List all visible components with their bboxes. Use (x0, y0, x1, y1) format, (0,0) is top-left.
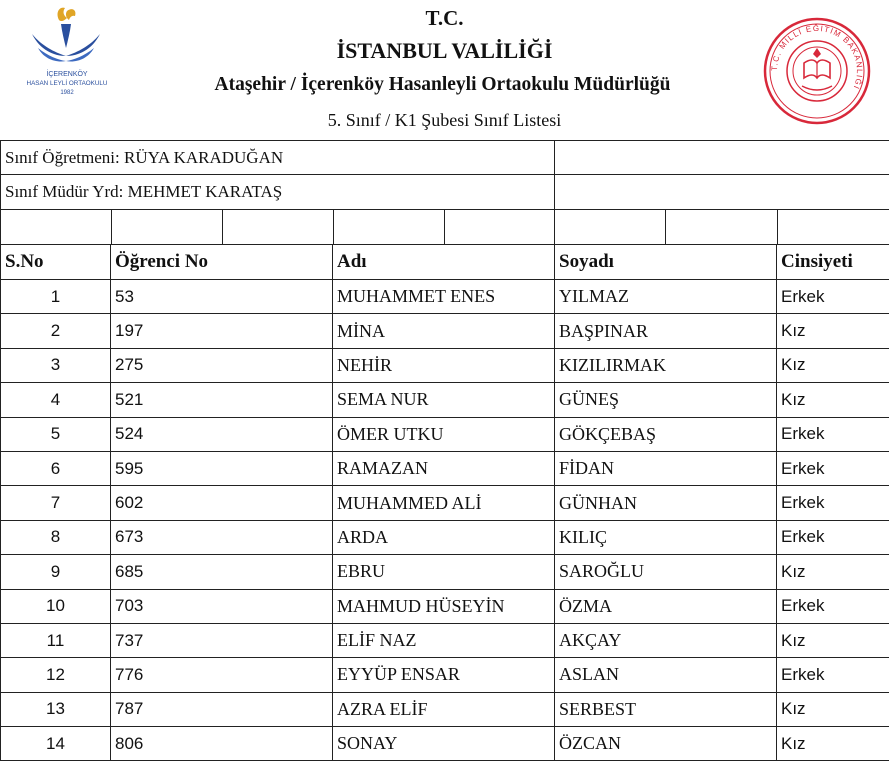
student-rows (1, 280, 889, 761)
logo-text-line3: 1982 (60, 90, 74, 96)
cell-name: ÖMER UTKU (333, 417, 555, 451)
cell-sno: 4 (1, 383, 111, 417)
cell-sno: 10 (1, 589, 111, 623)
cell-name: MAHMUD HÜSEYİN (333, 589, 555, 623)
cell-student-no: 776 (111, 658, 333, 692)
cell-name: ARDA (333, 520, 555, 554)
cell-gender: Kız (777, 692, 889, 726)
header-line-valilik: İSTANBUL VALİLİĞİ (336, 38, 553, 63)
cell-student-no: 685 (111, 555, 333, 589)
cell-gender: Kız (777, 727, 889, 761)
cell-gender: Erkek (777, 520, 889, 554)
cell-surname: SERBEST (555, 692, 777, 726)
cell-gender: Kız (777, 623, 889, 657)
cell-surname: GÜNEŞ (555, 383, 777, 417)
table-row (1, 486, 889, 520)
table-row (1, 383, 889, 417)
cell-sno: 1 (1, 280, 111, 314)
cell-student-no: 673 (111, 520, 333, 554)
table-row (1, 623, 889, 657)
table-row (1, 451, 889, 485)
cell-gender: Erkek (777, 280, 889, 314)
table-row (1, 589, 889, 623)
table-row (1, 692, 889, 726)
cell-surname: FİDAN (555, 451, 777, 485)
cell-student-no: 806 (111, 727, 333, 761)
col-header-student-no: Öğrenci No (111, 245, 333, 280)
cell-gender: Kız (777, 314, 889, 348)
cell-gender: Erkek (777, 451, 889, 485)
cell-surname: GÖKÇEBAŞ (555, 417, 777, 451)
col-header-surname: Soyadı (555, 245, 777, 280)
cell-sno: 5 (1, 417, 111, 451)
empty-cell (1, 210, 112, 245)
empty-cell (112, 210, 223, 245)
vice-principal-cell: Sınıf Müdür Yrd: MEHMET KARATAŞ (1, 175, 555, 210)
cell-name: ELİF NAZ (333, 623, 555, 657)
cell-name: SEMA NUR (333, 383, 555, 417)
cell-name: MUHAMMET ENES (333, 280, 555, 314)
cell-student-no: 787 (111, 692, 333, 726)
cell-sno: 14 (1, 727, 111, 761)
student-table (0, 244, 889, 761)
table-row (1, 314, 889, 348)
table-row (1, 417, 889, 451)
cell-surname: ÖZCAN (555, 727, 777, 761)
table-row (1, 520, 889, 554)
empty-cell (223, 210, 334, 245)
document-header (0, 0, 889, 140)
cell-gender: Kız (777, 555, 889, 589)
info-table (0, 140, 889, 245)
cell-name: MİNA (333, 314, 555, 348)
empty-cell (555, 141, 889, 175)
cell-surname: BAŞPINAR (555, 314, 777, 348)
cell-name: RAMAZAN (333, 451, 555, 485)
empty-cell (334, 210, 445, 245)
cell-student-no: 595 (111, 451, 333, 485)
cell-sno: 11 (1, 623, 111, 657)
cell-sno: 3 (1, 348, 111, 382)
table-row (1, 727, 889, 761)
table-row (1, 555, 889, 589)
cell-name: SONAY (333, 727, 555, 761)
cell-gender: Erkek (777, 658, 889, 692)
teacher-cell: Sınıf Öğretmeni: RÜYA KARADUĞAN (1, 141, 555, 175)
cell-surname: KILIÇ (555, 520, 777, 554)
cell-surname: ÖZMA (555, 589, 777, 623)
table-row (1, 348, 889, 382)
header-line-class: 5. Sınıf / K1 Şubesi Sınıf Listesi (327, 110, 562, 130)
cell-name: MUHAMMED ALİ (333, 486, 555, 520)
seal-text: T.C. MİLLÎ EĞİTİM BAKANLIĞI (769, 23, 865, 92)
cell-student-no: 197 (111, 314, 333, 348)
table-row (1, 658, 889, 692)
cell-gender: Erkek (777, 486, 889, 520)
logo-text-line2: HASAN LEYLİ ORTAOKULU (26, 80, 108, 87)
empty-cell (555, 210, 666, 245)
cell-student-no: 737 (111, 623, 333, 657)
table-row (1, 280, 889, 314)
empty-cell (555, 175, 889, 210)
cell-surname: AKÇAY (555, 623, 777, 657)
cell-student-no: 602 (111, 486, 333, 520)
col-header-sno: S.No (1, 245, 111, 280)
cell-student-no: 521 (111, 383, 333, 417)
col-header-name: Adı (333, 245, 555, 280)
cell-gender: Erkek (777, 589, 889, 623)
empty-cell (445, 210, 555, 245)
cell-gender: Erkek (777, 417, 889, 451)
cell-student-no: 53 (111, 280, 333, 314)
cell-student-no: 703 (111, 589, 333, 623)
cell-sno: 2 (1, 314, 111, 348)
cell-student-no: 275 (111, 348, 333, 382)
cell-name: NEHİR (333, 348, 555, 382)
cell-name: AZRA ELİF (333, 692, 555, 726)
cell-gender: Kız (777, 348, 889, 382)
cell-surname: KIZILIRMAK (555, 348, 777, 382)
cell-surname: SAROĞLU (555, 555, 777, 589)
cell-surname: YILMAZ (555, 280, 777, 314)
cell-sno: 12 (1, 658, 111, 692)
cell-sno: 13 (1, 692, 111, 726)
col-header-gender: Cinsiyeti (777, 245, 889, 280)
meb-seal (762, 16, 872, 126)
cell-surname: GÜNHAN (555, 486, 777, 520)
cell-name: EBRU (333, 555, 555, 589)
empty-cell (778, 210, 889, 245)
table-header-row (1, 245, 889, 280)
cell-student-no: 524 (111, 417, 333, 451)
cell-name: EYYÜP ENSAR (333, 658, 555, 692)
cell-sno: 8 (1, 520, 111, 554)
header-line-tc: T.C. (425, 6, 464, 30)
logo-text-line1: İÇERENKÖY (46, 71, 88, 78)
cell-sno: 7 (1, 486, 111, 520)
cell-surname: ASLAN (555, 658, 777, 692)
cell-sno: 9 (1, 555, 111, 589)
cell-sno: 6 (1, 451, 111, 485)
empty-cell (666, 210, 778, 245)
cell-gender: Kız (777, 383, 889, 417)
header-line-school: Ataşehir / İçerenköy Hasanleyli Ortaokulu Müdürlüğü (214, 74, 671, 95)
